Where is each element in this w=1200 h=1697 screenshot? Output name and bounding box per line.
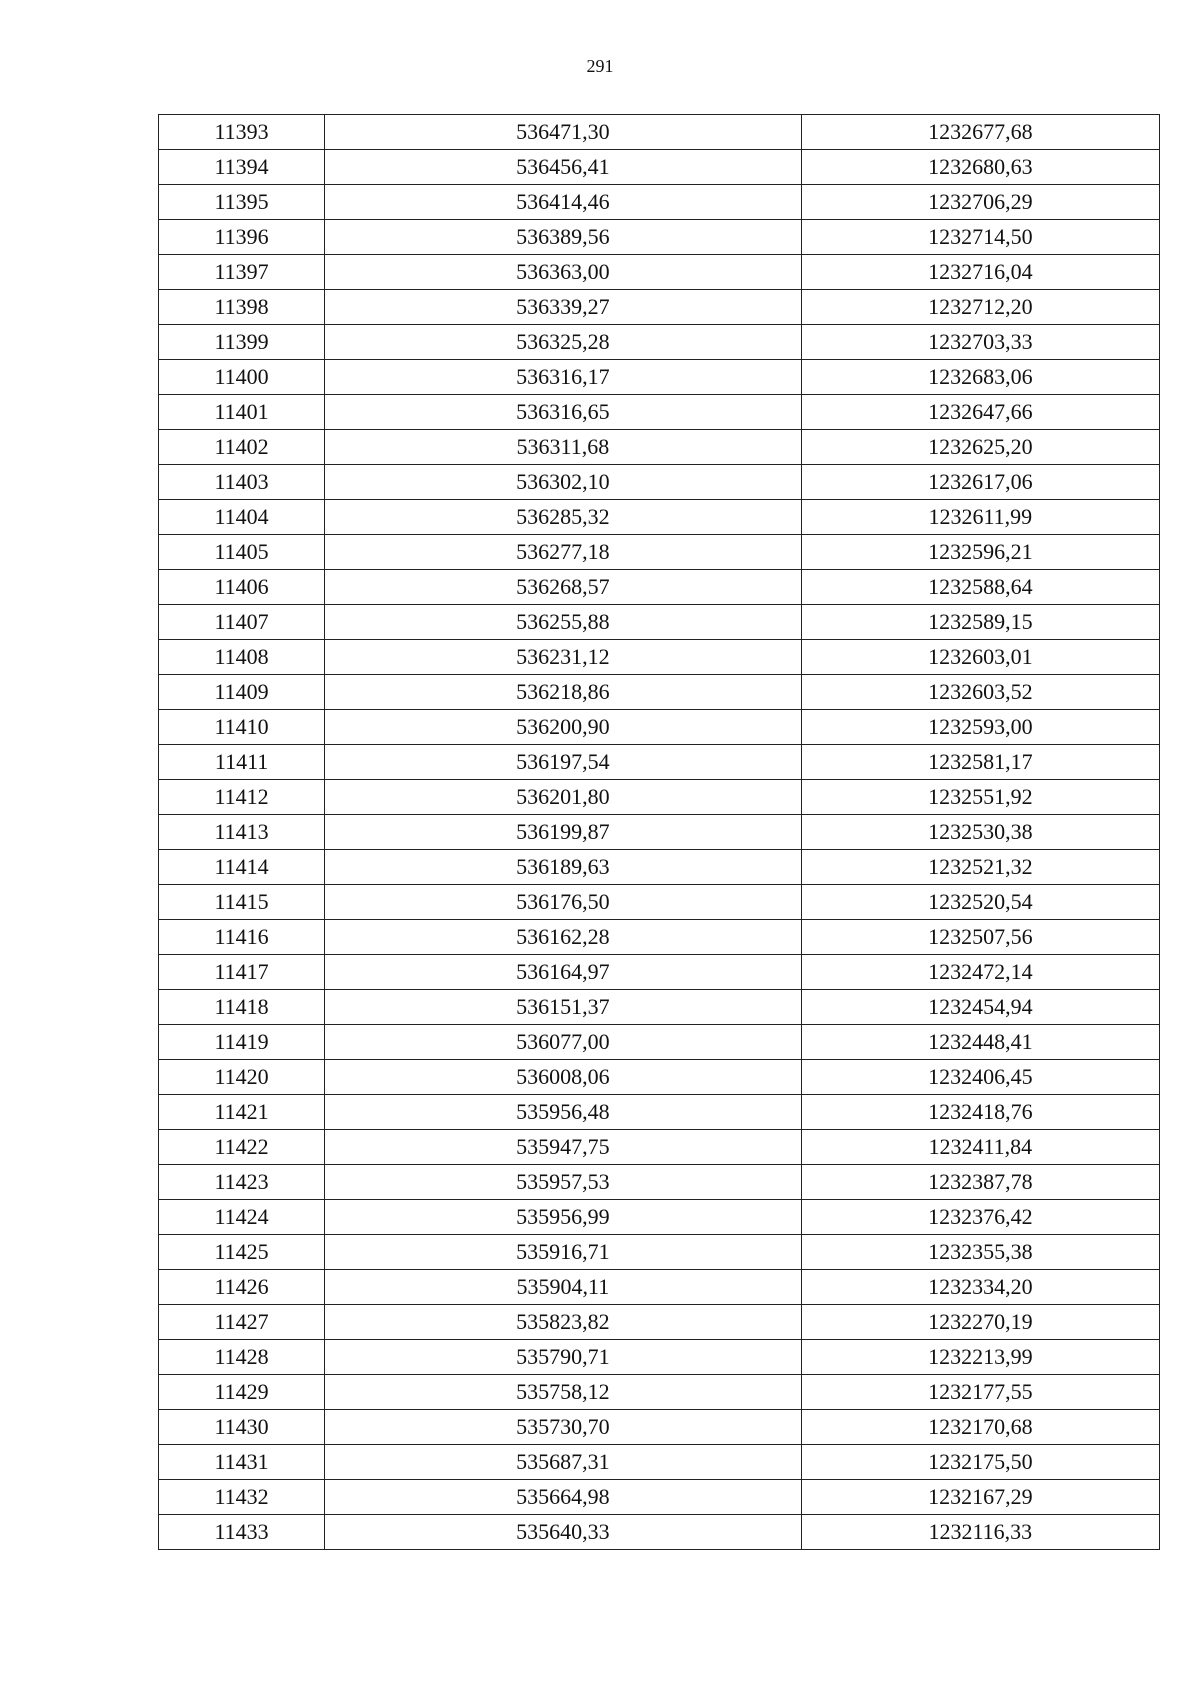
x-coordinate-cell: 535790,71 [325, 1340, 801, 1375]
point-number-cell: 11408 [159, 640, 325, 675]
y-coordinate-cell: 1232175,50 [801, 1445, 1159, 1480]
table-row [159, 150, 1160, 185]
y-coordinate-cell: 1232355,38 [801, 1235, 1159, 1270]
point-number-cell: 11397 [159, 255, 325, 290]
point-number-cell: 11396 [159, 220, 325, 255]
point-number-cell: 11395 [159, 185, 325, 220]
table-row [159, 465, 1160, 500]
y-coordinate-cell: 1232680,63 [801, 150, 1159, 185]
point-number-cell: 11431 [159, 1445, 325, 1480]
y-coordinate-cell: 1232581,17 [801, 745, 1159, 780]
y-coordinate-cell: 1232387,78 [801, 1165, 1159, 1200]
point-number-cell: 11415 [159, 885, 325, 920]
point-number-cell: 11429 [159, 1375, 325, 1410]
x-coordinate-cell: 536316,65 [325, 395, 801, 430]
table-row [159, 1410, 1160, 1445]
coordinates-table-body [159, 115, 1160, 1550]
x-coordinate-cell: 536277,18 [325, 535, 801, 570]
x-coordinate-cell: 536285,32 [325, 500, 801, 535]
x-coordinate-cell: 536255,88 [325, 605, 801, 640]
x-coordinate-cell: 536176,50 [325, 885, 801, 920]
point-number-cell: 11420 [159, 1060, 325, 1095]
x-coordinate-cell: 535956,99 [325, 1200, 801, 1235]
table-row [159, 815, 1160, 850]
point-number-cell: 11413 [159, 815, 325, 850]
x-coordinate-cell: 535664,98 [325, 1480, 801, 1515]
y-coordinate-cell: 1232703,33 [801, 325, 1159, 360]
y-coordinate-cell: 1232625,20 [801, 430, 1159, 465]
x-coordinate-cell: 536302,10 [325, 465, 801, 500]
point-number-cell: 11430 [159, 1410, 325, 1445]
x-coordinate-cell: 536325,28 [325, 325, 801, 360]
table-row [159, 185, 1160, 220]
table-row [159, 535, 1160, 570]
y-coordinate-cell: 1232530,38 [801, 815, 1159, 850]
y-coordinate-cell: 1232706,29 [801, 185, 1159, 220]
point-number-cell: 11419 [159, 1025, 325, 1060]
y-coordinate-cell: 1232716,04 [801, 255, 1159, 290]
point-number-cell: 11418 [159, 990, 325, 1025]
y-coordinate-cell: 1232588,64 [801, 570, 1159, 605]
table-row [159, 220, 1160, 255]
point-number-cell: 11424 [159, 1200, 325, 1235]
table-row [159, 1235, 1160, 1270]
x-coordinate-cell: 536189,63 [325, 850, 801, 885]
x-coordinate-cell: 535904,11 [325, 1270, 801, 1305]
y-coordinate-cell: 1232647,66 [801, 395, 1159, 430]
table-row [159, 1060, 1160, 1095]
point-number-cell: 11406 [159, 570, 325, 605]
x-coordinate-cell: 535640,33 [325, 1515, 801, 1550]
y-coordinate-cell: 1232507,56 [801, 920, 1159, 955]
table-row [159, 1480, 1160, 1515]
point-number-cell: 11393 [159, 115, 325, 150]
point-number-cell: 11399 [159, 325, 325, 360]
point-number-cell: 11426 [159, 1270, 325, 1305]
y-coordinate-cell: 1232683,06 [801, 360, 1159, 395]
x-coordinate-cell: 535916,71 [325, 1235, 801, 1270]
x-coordinate-cell: 535956,48 [325, 1095, 801, 1130]
table-row [159, 1515, 1160, 1550]
y-coordinate-cell: 1232596,21 [801, 535, 1159, 570]
x-coordinate-cell: 535730,70 [325, 1410, 801, 1445]
x-coordinate-cell: 536218,86 [325, 675, 801, 710]
y-coordinate-cell: 1232334,20 [801, 1270, 1159, 1305]
table-row [159, 1375, 1160, 1410]
y-coordinate-cell: 1232521,32 [801, 850, 1159, 885]
x-coordinate-cell: 536077,00 [325, 1025, 801, 1060]
y-coordinate-cell: 1232448,41 [801, 1025, 1159, 1060]
y-coordinate-cell: 1232712,20 [801, 290, 1159, 325]
point-number-cell: 11403 [159, 465, 325, 500]
y-coordinate-cell: 1232603,01 [801, 640, 1159, 675]
table-row [159, 745, 1160, 780]
point-number-cell: 11405 [159, 535, 325, 570]
point-number-cell: 11394 [159, 150, 325, 185]
y-coordinate-cell: 1232714,50 [801, 220, 1159, 255]
table-row [159, 850, 1160, 885]
x-coordinate-cell: 535687,31 [325, 1445, 801, 1480]
table-row [159, 1270, 1160, 1305]
point-number-cell: 11412 [159, 780, 325, 815]
point-number-cell: 11411 [159, 745, 325, 780]
x-coordinate-cell: 536199,87 [325, 815, 801, 850]
y-coordinate-cell: 1232411,84 [801, 1130, 1159, 1165]
x-coordinate-cell: 536008,06 [325, 1060, 801, 1095]
y-coordinate-cell: 1232589,15 [801, 605, 1159, 640]
x-coordinate-cell: 536162,28 [325, 920, 801, 955]
table-row [159, 920, 1160, 955]
point-number-cell: 11400 [159, 360, 325, 395]
point-number-cell: 11423 [159, 1165, 325, 1200]
point-number-cell: 11417 [159, 955, 325, 990]
point-number-cell: 11410 [159, 710, 325, 745]
table-row [159, 1025, 1160, 1060]
point-number-cell: 11421 [159, 1095, 325, 1130]
table-row [159, 640, 1160, 675]
x-coordinate-cell: 536164,97 [325, 955, 801, 990]
x-coordinate-cell: 536201,80 [325, 780, 801, 815]
table-row [159, 710, 1160, 745]
x-coordinate-cell: 536151,37 [325, 990, 801, 1025]
y-coordinate-cell: 1232520,54 [801, 885, 1159, 920]
x-coordinate-cell: 536389,56 [325, 220, 801, 255]
x-coordinate-cell: 536363,00 [325, 255, 801, 290]
y-coordinate-cell: 1232177,55 [801, 1375, 1159, 1410]
y-coordinate-cell: 1232603,52 [801, 675, 1159, 710]
point-number-cell: 11414 [159, 850, 325, 885]
y-coordinate-cell: 1232406,45 [801, 1060, 1159, 1095]
y-coordinate-cell: 1232677,68 [801, 115, 1159, 150]
point-number-cell: 11404 [159, 500, 325, 535]
table-row [159, 325, 1160, 360]
table-row [159, 885, 1160, 920]
table-row [159, 1200, 1160, 1235]
table-row [159, 115, 1160, 150]
point-number-cell: 11402 [159, 430, 325, 465]
point-number-cell: 11433 [159, 1515, 325, 1550]
x-coordinate-cell: 536231,12 [325, 640, 801, 675]
x-coordinate-cell: 535823,82 [325, 1305, 801, 1340]
y-coordinate-cell: 1232116,33 [801, 1515, 1159, 1550]
x-coordinate-cell: 536268,57 [325, 570, 801, 605]
y-coordinate-cell: 1232454,94 [801, 990, 1159, 1025]
point-number-cell: 11428 [159, 1340, 325, 1375]
y-coordinate-cell: 1232213,99 [801, 1340, 1159, 1375]
x-coordinate-cell: 536339,27 [325, 290, 801, 325]
table-row [159, 255, 1160, 290]
y-coordinate-cell: 1232593,00 [801, 710, 1159, 745]
table-row [159, 1130, 1160, 1165]
y-coordinate-cell: 1232167,29 [801, 1480, 1159, 1515]
x-coordinate-cell: 536311,68 [325, 430, 801, 465]
x-coordinate-cell: 536200,90 [325, 710, 801, 745]
table-row [159, 570, 1160, 605]
y-coordinate-cell: 1232617,06 [801, 465, 1159, 500]
y-coordinate-cell: 1232270,19 [801, 1305, 1159, 1340]
table-row [159, 990, 1160, 1025]
table-row [159, 430, 1160, 465]
x-coordinate-cell: 536414,46 [325, 185, 801, 220]
table-row [159, 360, 1160, 395]
table-row [159, 955, 1160, 990]
table-row [159, 1340, 1160, 1375]
coordinates-table [158, 114, 1160, 1550]
x-coordinate-cell: 535957,53 [325, 1165, 801, 1200]
x-coordinate-cell: 536456,41 [325, 150, 801, 185]
point-number-cell: 11422 [159, 1130, 325, 1165]
y-coordinate-cell: 1232551,92 [801, 780, 1159, 815]
table-row [159, 290, 1160, 325]
point-number-cell: 11409 [159, 675, 325, 710]
table-row [159, 675, 1160, 710]
y-coordinate-cell: 1232472,14 [801, 955, 1159, 990]
table-row [159, 1305, 1160, 1340]
table-row [159, 1445, 1160, 1480]
y-coordinate-cell: 1232418,76 [801, 1095, 1159, 1130]
x-coordinate-cell: 536197,54 [325, 745, 801, 780]
table-row [159, 1095, 1160, 1130]
table-row [159, 500, 1160, 535]
point-number-cell: 11416 [159, 920, 325, 955]
x-coordinate-cell: 535758,12 [325, 1375, 801, 1410]
table-row [159, 395, 1160, 430]
point-number-cell: 11401 [159, 395, 325, 430]
table-row [159, 605, 1160, 640]
table-row [159, 1165, 1160, 1200]
point-number-cell: 11427 [159, 1305, 325, 1340]
y-coordinate-cell: 1232611,99 [801, 500, 1159, 535]
point-number-cell: 11407 [159, 605, 325, 640]
y-coordinate-cell: 1232376,42 [801, 1200, 1159, 1235]
x-coordinate-cell: 536471,30 [325, 115, 801, 150]
point-number-cell: 11432 [159, 1480, 325, 1515]
page-number: 291 [586, 56, 614, 76]
y-coordinate-cell: 1232170,68 [801, 1410, 1159, 1445]
table-row [159, 780, 1160, 815]
point-number-cell: 11398 [159, 290, 325, 325]
x-coordinate-cell: 536316,17 [325, 360, 801, 395]
point-number-cell: 11425 [159, 1235, 325, 1270]
x-coordinate-cell: 535947,75 [325, 1130, 801, 1165]
